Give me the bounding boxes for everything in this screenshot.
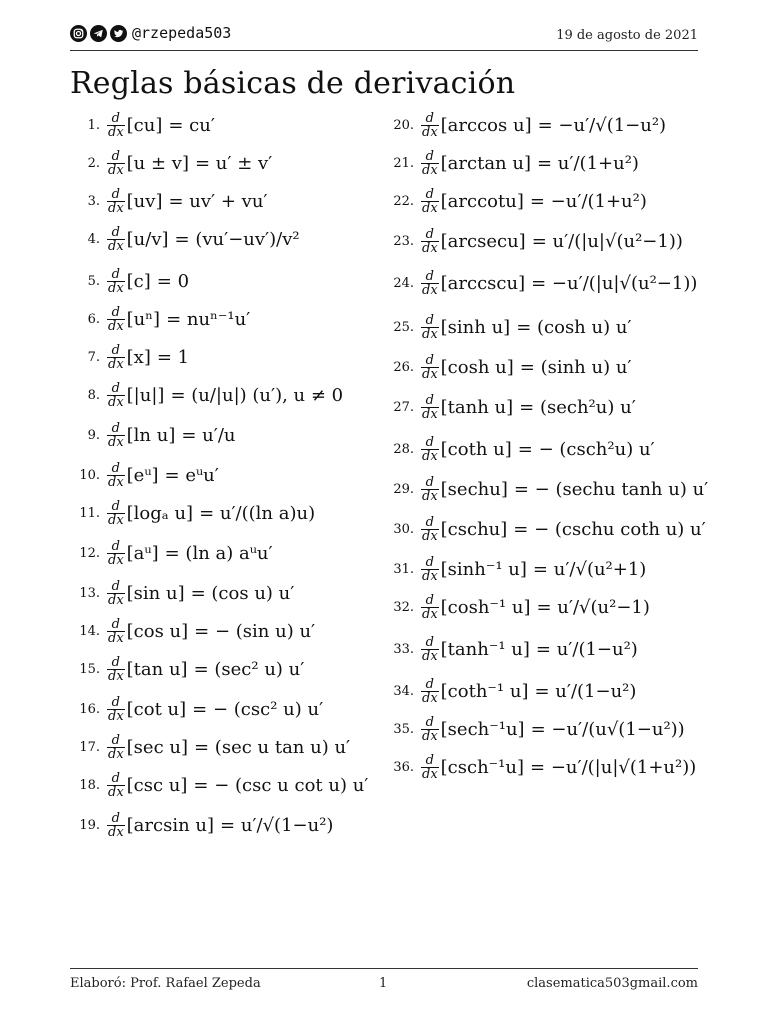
rule-rhs: = u′/u	[181, 425, 236, 446]
operator-numerator: d	[111, 733, 120, 748]
derivative-rule	[384, 754, 696, 781]
derivative-rule	[384, 270, 697, 297]
derivative-rule	[384, 436, 655, 463]
operator-denominator: dx	[422, 607, 438, 622]
rule-number: 18.	[79, 778, 100, 793]
derivative-rule	[384, 716, 685, 743]
rule-number: 5.	[87, 274, 100, 289]
operator-denominator: dx	[422, 283, 438, 298]
rule-rhs: = u′/√(1−u²)	[220, 815, 334, 836]
rule-lhs: [|u|]	[126, 385, 165, 406]
operator-numerator: d	[425, 149, 434, 164]
operator-numerator: d	[425, 187, 434, 202]
derivative-operator	[107, 618, 125, 645]
derivative-rule	[384, 678, 636, 705]
rule-number: 19.	[79, 818, 100, 833]
rule-lhs: [c]	[126, 271, 151, 292]
derivative-rule	[70, 226, 300, 253]
rule-number: 28.	[393, 442, 414, 457]
social-links	[70, 24, 231, 42]
twitter-icon[interactable]	[110, 25, 127, 42]
operator-denominator: dx	[422, 569, 438, 584]
rule-number: 1.	[87, 118, 100, 133]
derivative-operator	[421, 594, 439, 621]
operator-numerator: d	[111, 655, 120, 670]
operator-numerator: d	[111, 381, 120, 396]
rule-lhs: [arccotu]	[440, 191, 524, 212]
operator-denominator: dx	[422, 691, 438, 706]
operator-denominator: dx	[422, 241, 438, 256]
rule-rhs: = u′/(|u|√(u²−1))	[531, 231, 683, 252]
operator-denominator: dx	[108, 319, 124, 334]
derivative-rule	[70, 112, 215, 139]
derivative-operator	[107, 382, 125, 409]
rule-lhs: [logₐ u]	[126, 503, 194, 524]
rule-rhs: = 1	[156, 347, 190, 368]
derivative-rule	[384, 228, 683, 255]
page-number: 1	[379, 976, 388, 991]
derivative-rule	[384, 636, 638, 663]
operator-numerator: d	[111, 617, 120, 632]
rule-rhs: = (u/|u|) (u′), u ≠ 0	[170, 385, 344, 406]
rule-rhs: = (ln a) aᵘu′	[164, 543, 273, 564]
operator-denominator: dx	[108, 395, 124, 410]
operator-numerator: d	[111, 111, 120, 126]
rule-lhs: [aᵘ]	[126, 543, 159, 564]
operator-denominator: dx	[422, 201, 438, 216]
rule-rhs: = u′/(1−u²)	[535, 639, 638, 660]
derivative-rule	[384, 112, 666, 139]
rule-number: 7.	[87, 350, 100, 365]
derivative-rule	[384, 354, 632, 381]
rule-number: 36.	[393, 760, 414, 775]
rule-number: 32.	[393, 600, 414, 615]
rule-number: 33.	[393, 642, 414, 657]
operator-denominator: dx	[422, 407, 438, 422]
derivative-operator	[421, 228, 439, 255]
rule-lhs: [sech⁻¹u]	[440, 719, 525, 740]
operator-denominator: dx	[108, 669, 124, 684]
rule-number: 8.	[87, 388, 100, 403]
operator-numerator: d	[425, 593, 434, 608]
rule-lhs: [ln u]	[126, 425, 176, 446]
operator-numerator: d	[425, 753, 434, 768]
operator-numerator: d	[111, 539, 120, 554]
rule-rhs: = 0	[156, 271, 190, 292]
derivative-operator	[421, 270, 439, 297]
rule-lhs: [x]	[126, 347, 151, 368]
operator-numerator: d	[425, 111, 434, 126]
derivative-operator	[421, 150, 439, 177]
rule-rhs: = (sinh u) u′	[519, 357, 632, 378]
rule-lhs: [csch⁻¹u]	[440, 757, 525, 778]
rule-rhs: = − (csch²u) u′	[517, 439, 655, 460]
rule-lhs: [tan u]	[126, 659, 188, 680]
operator-denominator: dx	[108, 239, 124, 254]
telegram-icon[interactable]	[90, 25, 107, 42]
rule-number: 16.	[79, 702, 100, 717]
rule-lhs: [cos u]	[126, 621, 189, 642]
rule-number: 24.	[393, 276, 414, 291]
operator-denominator: dx	[108, 825, 124, 840]
rule-rhs: = − (csc² u) u′	[192, 699, 324, 720]
rule-number: 9.	[87, 428, 100, 443]
rule-lhs: [coth u]	[440, 439, 512, 460]
derivative-rule	[70, 462, 219, 489]
derivative-rule	[384, 476, 708, 503]
operator-numerator: d	[111, 499, 120, 514]
rule-number: 4.	[87, 232, 100, 247]
derivative-operator	[107, 268, 125, 295]
derivative-operator	[107, 306, 125, 333]
rule-lhs: [uv]	[126, 191, 163, 212]
operator-numerator: d	[111, 267, 120, 282]
rule-rhs: = −u′/√(1−u²)	[537, 115, 667, 136]
operator-numerator: d	[425, 715, 434, 730]
rule-lhs: [arccos u]	[440, 115, 532, 136]
derivative-rule	[70, 734, 350, 761]
derivative-operator	[421, 436, 439, 463]
rule-number: 31.	[393, 562, 414, 577]
operator-denominator: dx	[422, 367, 438, 382]
operator-denominator: dx	[108, 281, 124, 296]
rule-rhs: = (cos u) u′	[190, 583, 295, 604]
derivative-operator	[107, 812, 125, 839]
derivative-operator	[421, 754, 439, 781]
derivative-operator	[421, 476, 439, 503]
footer-email: clasematica503gmail.com	[526, 976, 698, 991]
rule-rhs: = nuⁿ⁻¹u′	[166, 309, 251, 330]
derivative-rule	[70, 268, 189, 295]
rule-number: 21.	[393, 156, 414, 171]
operator-denominator: dx	[108, 357, 124, 372]
page-title: Reglas básicas de derivación	[70, 66, 516, 101]
rule-lhs: [sinh u]	[440, 317, 511, 338]
rule-lhs: [sechu]	[440, 479, 508, 500]
rule-rhs: = u′/√(u²−1)	[536, 597, 650, 618]
derivative-operator	[421, 394, 439, 421]
operator-denominator: dx	[422, 729, 438, 744]
derivative-operator	[107, 112, 125, 139]
derivative-rule	[384, 594, 650, 621]
footer-author: Elaboró: Prof. Rafael Zepeda	[70, 976, 261, 991]
operator-numerator: d	[425, 313, 434, 328]
instagram-icon[interactable]	[70, 25, 87, 42]
rule-lhs: [cot u]	[126, 699, 187, 720]
rule-lhs: [arctan u]	[440, 153, 531, 174]
derivative-rule	[70, 540, 273, 567]
rule-lhs: [uⁿ]	[126, 309, 161, 330]
derivative-operator	[107, 580, 125, 607]
operator-numerator: d	[111, 187, 120, 202]
rule-number: 13.	[79, 586, 100, 601]
operator-numerator: d	[111, 811, 120, 826]
rule-lhs: [cu]	[126, 115, 163, 136]
rule-lhs: [eᵘ]	[126, 465, 159, 486]
derivative-rule	[384, 516, 706, 543]
rule-rhs: = − (sin u) u′	[194, 621, 316, 642]
rule-number: 22.	[393, 194, 414, 209]
derivative-operator	[107, 656, 125, 683]
operator-denominator: dx	[108, 125, 124, 140]
header-divider	[70, 50, 698, 51]
rule-lhs: [sinh⁻¹ u]	[440, 559, 527, 580]
derivative-rule	[384, 394, 636, 421]
operator-numerator: d	[425, 635, 434, 650]
rule-number: 34.	[393, 684, 414, 699]
rule-lhs: [arccscu]	[440, 273, 526, 294]
derivative-rule	[70, 696, 323, 723]
operator-denominator: dx	[108, 201, 124, 216]
rule-number: 26.	[393, 360, 414, 375]
operator-numerator: d	[111, 149, 120, 164]
operator-numerator: d	[425, 269, 434, 284]
operator-denominator: dx	[422, 767, 438, 782]
rule-rhs: = u′/(1−u²)	[534, 681, 637, 702]
rule-rhs: = u′ ± v′	[195, 153, 273, 174]
rule-number: 10.	[79, 468, 100, 483]
rule-rhs: = (sec² u) u′	[193, 659, 305, 680]
derivative-operator	[107, 462, 125, 489]
derivative-operator	[421, 314, 439, 341]
document-date: 19 de agosto de 2021	[556, 28, 698, 43]
operator-numerator: d	[111, 579, 120, 594]
rule-rhs: = −u′/(u√(1−u²))	[530, 719, 685, 740]
rule-rhs: = −u′/(1+u²)	[529, 191, 647, 212]
rule-number: 2.	[87, 156, 100, 171]
derivative-rule	[384, 556, 646, 583]
rule-number: 20.	[393, 118, 414, 133]
derivative-operator	[107, 696, 125, 723]
rule-rhs: = −u′/(|u|√(1+u²))	[530, 757, 697, 778]
derivative-operator	[107, 188, 125, 215]
rule-number: 14.	[79, 624, 100, 639]
rule-lhs: [csc u]	[126, 775, 188, 796]
rule-lhs: [cschu]	[440, 519, 508, 540]
rule-rhs: = (sec u tan u) u′	[194, 737, 351, 758]
derivative-operator	[421, 678, 439, 705]
rule-rhs: = eᵘu′	[164, 465, 219, 486]
operator-denominator: dx	[422, 449, 438, 464]
rule-rhs: = u′/(1+u²)	[537, 153, 639, 174]
rule-rhs: = (sech²u) u′	[519, 397, 636, 418]
rule-number: 12.	[79, 546, 100, 561]
operator-numerator: d	[111, 771, 120, 786]
social-handle[interactable]: @rzepeda503	[132, 24, 232, 42]
derivative-rule	[70, 188, 268, 215]
rule-rhs: = cu′	[168, 115, 215, 136]
derivative-rule	[70, 306, 250, 333]
derivative-rule	[384, 150, 639, 177]
rule-lhs: [cosh u]	[440, 357, 514, 378]
operator-denominator: dx	[108, 553, 124, 568]
rule-rhs: = (cosh u) u′	[516, 317, 632, 338]
rule-number: 6.	[87, 312, 100, 327]
rule-number: 35.	[393, 722, 414, 737]
rule-number: 3.	[87, 194, 100, 209]
derivative-operator	[421, 112, 439, 139]
operator-numerator: d	[111, 421, 120, 436]
derivative-rule	[70, 580, 294, 607]
operator-numerator: d	[111, 695, 120, 710]
rule-number: 23.	[393, 234, 414, 249]
derivative-operator	[107, 772, 125, 799]
derivative-rule	[70, 812, 333, 839]
derivative-operator	[107, 500, 125, 527]
rule-rhs: = u′/√(u²+1)	[532, 559, 647, 580]
operator-numerator: d	[111, 305, 120, 320]
operator-denominator: dx	[108, 747, 124, 762]
rule-lhs: [cosh⁻¹ u]	[440, 597, 531, 618]
derivative-operator	[107, 734, 125, 761]
operator-denominator: dx	[108, 163, 124, 178]
operator-numerator: d	[425, 677, 434, 692]
operator-denominator: dx	[422, 327, 438, 342]
rule-lhs: [arcsecu]	[440, 231, 526, 252]
operator-denominator: dx	[108, 631, 124, 646]
operator-numerator: d	[425, 515, 434, 530]
rule-rhs: = −u′/(|u|√(u²−1))	[531, 273, 698, 294]
operator-denominator: dx	[108, 785, 124, 800]
derivative-operator	[107, 344, 125, 371]
derivative-operator	[107, 422, 125, 449]
rule-rhs: = − (sechu tanh u) u′	[513, 479, 709, 500]
derivative-operator	[421, 516, 439, 543]
derivative-rule	[70, 150, 272, 177]
rule-lhs: [sec u]	[126, 737, 188, 758]
footer-divider	[70, 968, 698, 969]
rule-number: 15.	[79, 662, 100, 677]
derivative-operator	[107, 226, 125, 253]
rule-lhs: [u/v]	[126, 229, 169, 250]
rule-number: 25.	[393, 320, 414, 335]
operator-numerator: d	[425, 555, 434, 570]
rule-number: 30.	[393, 522, 414, 537]
derivative-rule	[70, 344, 189, 371]
rule-number: 11.	[79, 506, 100, 521]
rule-rhs: = uv′ + vu′	[168, 191, 268, 212]
operator-numerator: d	[111, 343, 120, 358]
derivative-operator	[421, 716, 439, 743]
rule-lhs: [sin u]	[126, 583, 185, 604]
rule-rhs: = u′/((ln a)u)	[199, 503, 316, 524]
operator-numerator: d	[111, 225, 120, 240]
operator-denominator: dx	[422, 125, 438, 140]
derivative-operator	[107, 150, 125, 177]
derivative-rule	[70, 772, 368, 799]
derivative-rule	[384, 188, 647, 215]
derivative-rule	[70, 500, 315, 527]
derivative-operator	[421, 556, 439, 583]
rule-lhs: [tanh⁻¹ u]	[440, 639, 530, 660]
rule-rhs: = − (csc u cot u) u′	[193, 775, 369, 796]
operator-denominator: dx	[108, 709, 124, 724]
rule-number: 17.	[79, 740, 100, 755]
operator-numerator: d	[111, 461, 120, 476]
rule-number: 27.	[393, 400, 414, 415]
operator-denominator: dx	[108, 475, 124, 490]
derivative-operator	[421, 636, 439, 663]
derivative-operator	[421, 354, 439, 381]
operator-numerator: d	[425, 435, 434, 450]
derivative-rule	[70, 382, 343, 409]
operator-denominator: dx	[422, 649, 438, 664]
derivative-operator	[421, 188, 439, 215]
operator-numerator: d	[425, 227, 434, 242]
derivative-operator	[107, 540, 125, 567]
derivative-rule	[70, 422, 236, 449]
rule-lhs: [arcsin u]	[126, 815, 215, 836]
derivative-rule	[70, 656, 304, 683]
rule-rhs: = − (cschu coth u) u′	[513, 519, 706, 540]
operator-numerator: d	[425, 393, 434, 408]
page-header	[70, 24, 698, 48]
rule-lhs: [u ± v]	[126, 153, 189, 174]
rule-lhs: [coth⁻¹ u]	[440, 681, 529, 702]
rule-lhs: [tanh u]	[440, 397, 514, 418]
derivative-rule	[70, 618, 315, 645]
operator-denominator: dx	[108, 513, 124, 528]
operator-denominator: dx	[108, 435, 124, 450]
operator-denominator: dx	[422, 163, 438, 178]
rule-number: 29.	[393, 482, 414, 497]
operator-denominator: dx	[108, 593, 124, 608]
operator-denominator: dx	[422, 529, 438, 544]
operator-numerator: d	[425, 353, 434, 368]
derivative-rule	[384, 314, 632, 341]
operator-numerator: d	[425, 475, 434, 490]
operator-denominator: dx	[422, 489, 438, 504]
rule-rhs: = (vu′−uv′)/v²	[174, 229, 300, 250]
